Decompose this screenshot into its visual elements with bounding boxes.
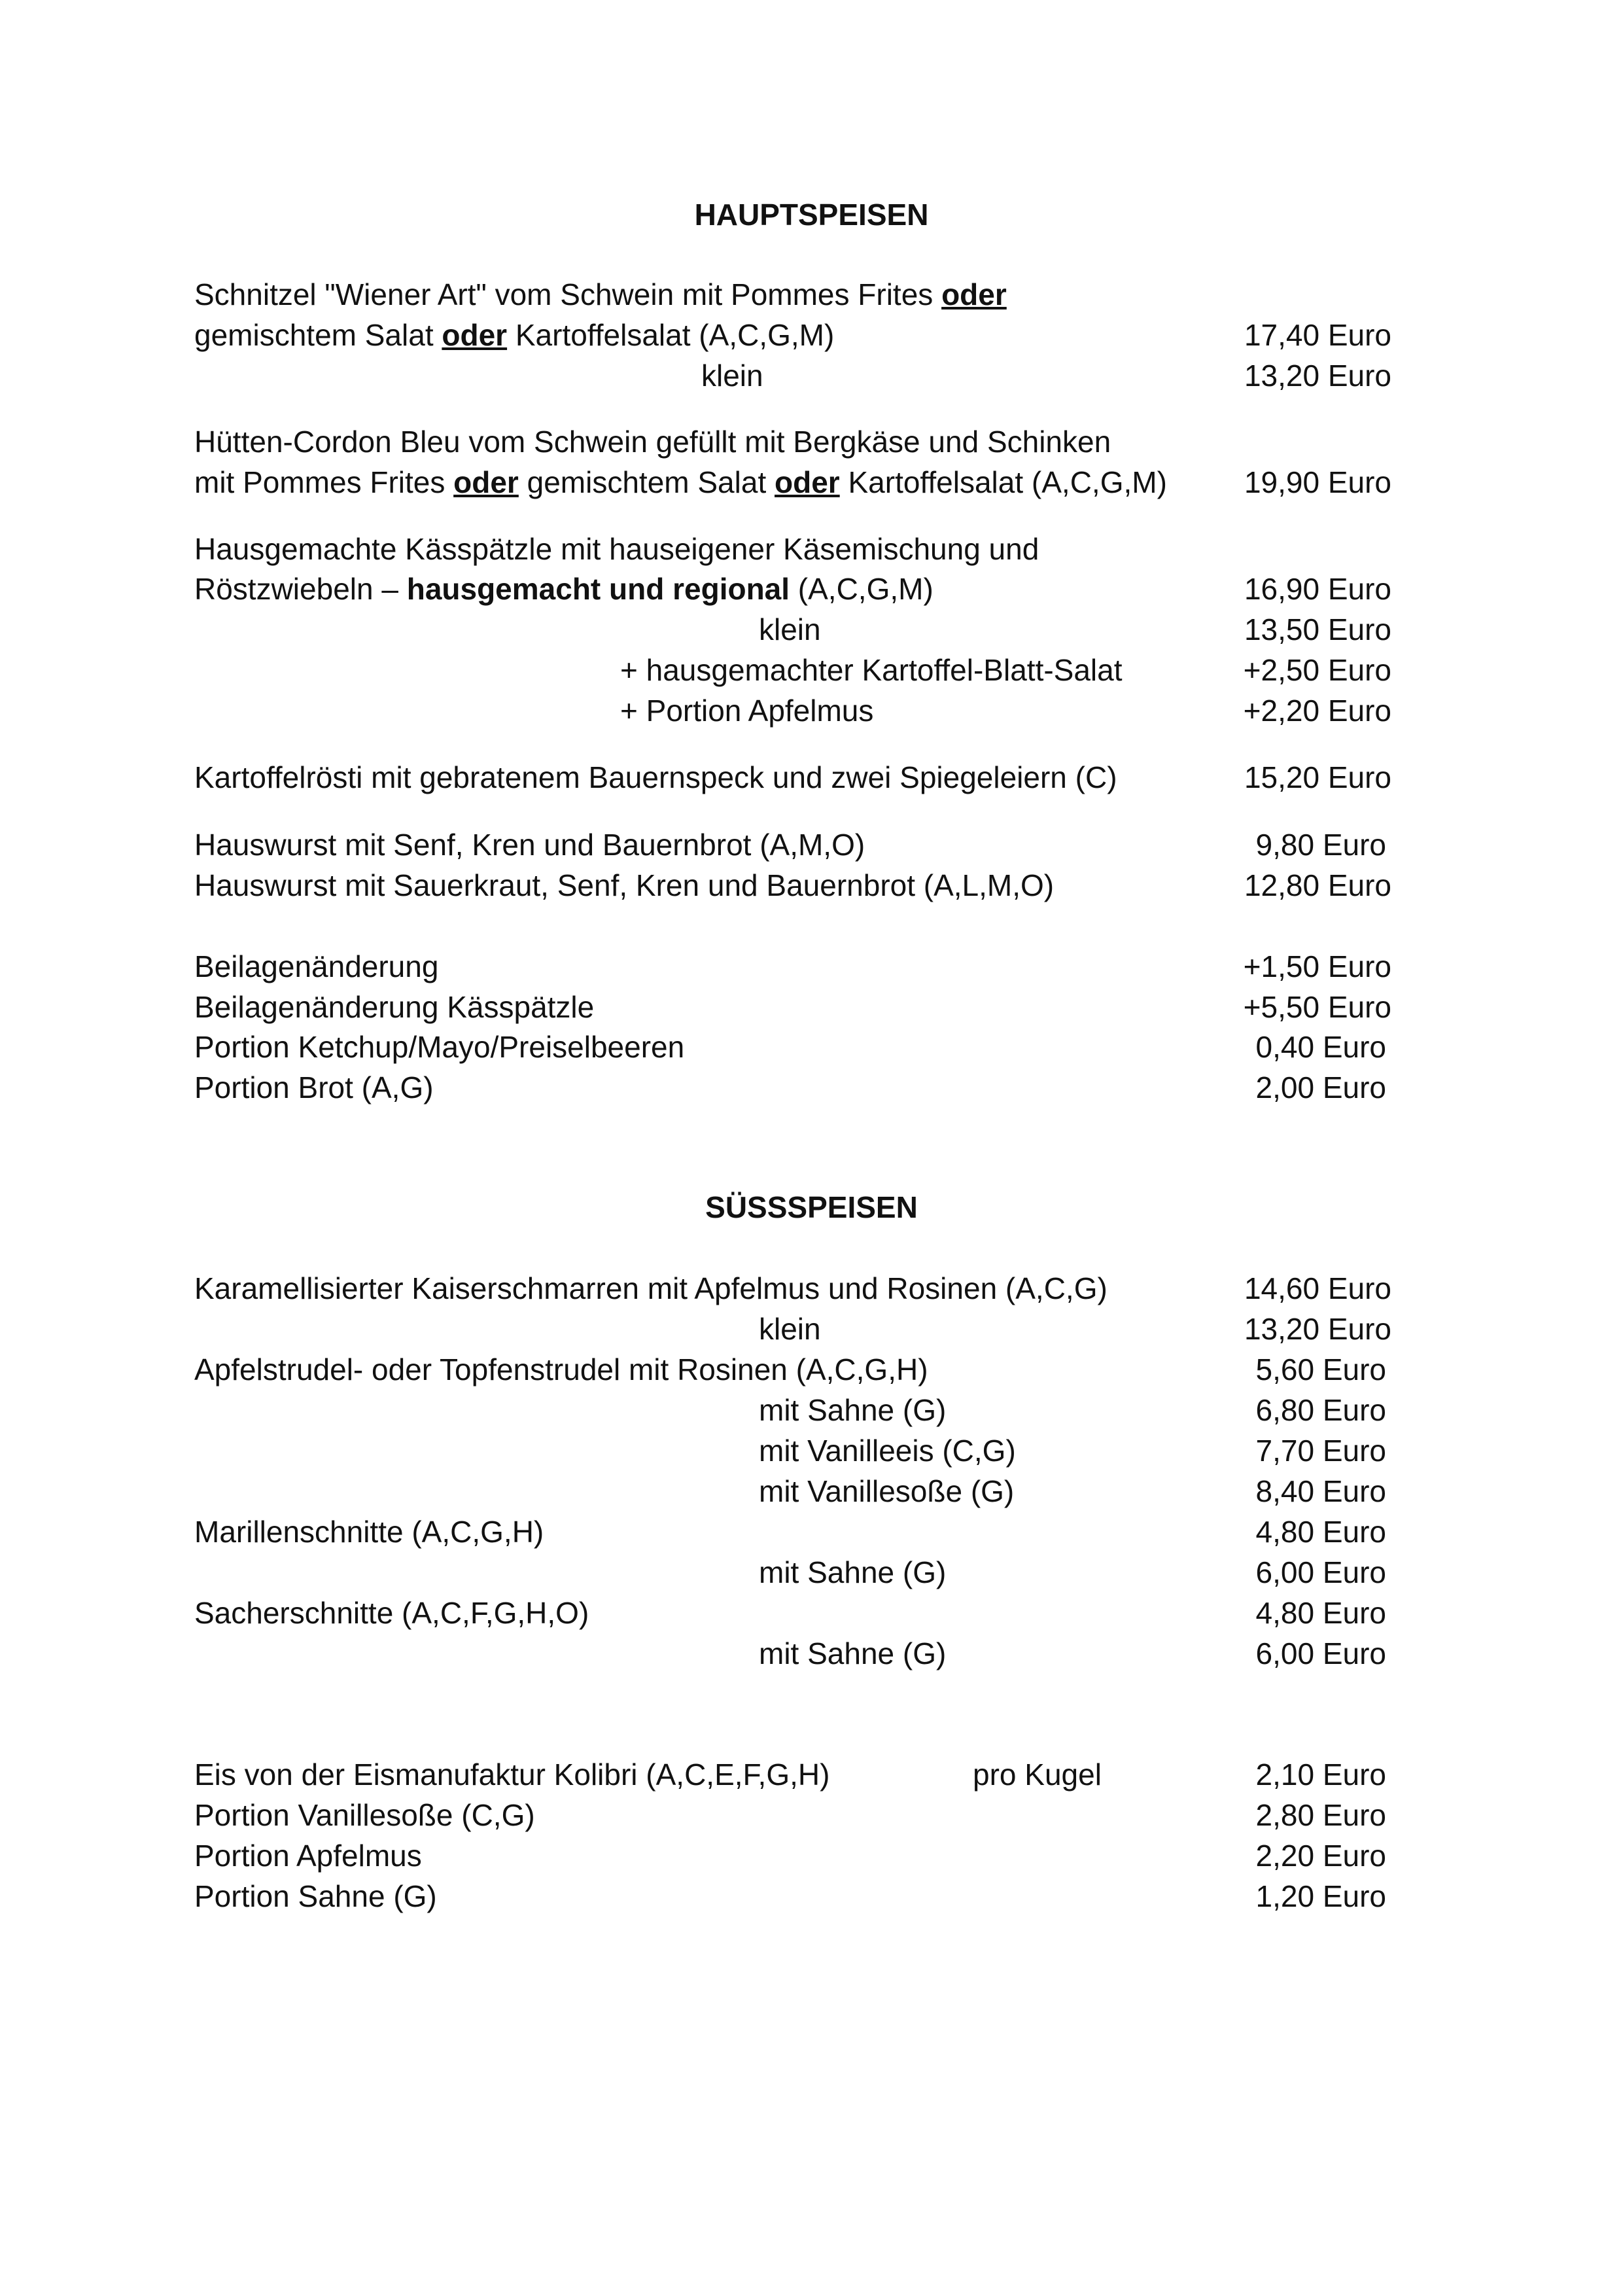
addon-kartoffel-blatt-salat: + hausgemachter Kartoffel-Blatt-Salat +2,50 Euro	[194, 650, 1391, 690]
emphasis-regional: hausgemacht und regional	[406, 572, 790, 606]
section-title-suessspeisen: SÜSSSPEISEN	[705, 1190, 918, 1224]
menu-item-kaiserschmarren: Karamellisierter Kaiserschmarren mit Apfelmus und Rosinen (A,C,G) 14,60 Euro	[194, 1268, 1391, 1309]
price: +2,20 Euro	[1243, 694, 1391, 728]
strudel-mit-vanillesosse: mit Vanillesoße (G) 8,40 Euro	[194, 1471, 1391, 1511]
menu-item-sacherschnitte: Sacherschnitte (A,C,F,G,H,O) 4,80 Euro	[194, 1593, 1391, 1633]
price: 2,20 Euro	[1255, 1839, 1386, 1873]
price: 4,80 Euro	[1255, 1596, 1386, 1630]
menu-item-kaiserschmarren-klein	[194, 1309, 1391, 1349]
menu-item-roesti: Kartoffelrösti mit gebratenem Bauernspeck und zwei Spiegeleiern (C) 15,20 Euro	[194, 757, 1391, 798]
price: 0,40 Euro	[1255, 1030, 1386, 1064]
menu-item-kaesspaetzle-klein	[194, 609, 1391, 650]
portion-vanillesosse: Portion Vanillesoße (C,G) 2,80 Euro	[194, 1795, 1391, 1835]
price: 6,00 Euro	[1255, 1555, 1386, 1589]
price: 8,40 Euro	[1255, 1474, 1386, 1508]
price: 1,20 Euro	[1255, 1879, 1386, 1913]
price: 2,00 Euro	[1255, 1070, 1386, 1104]
size-label: klein	[701, 359, 763, 393]
price: 7,70 Euro	[1255, 1434, 1386, 1468]
price: 2,80 Euro	[1255, 1798, 1386, 1832]
portion-apfelmus: Portion Apfelmus 2,20 Euro	[194, 1835, 1391, 1876]
portion-sahne: Portion Sahne (G) 1,20 Euro	[194, 1876, 1391, 1916]
price: 5,60 Euro	[1255, 1352, 1386, 1386]
menu-item-strudel: Apfelstrudel- oder Topfenstrudel mit Rosinen (A,C,G,H) 5,60 Euro	[194, 1349, 1391, 1390]
menu-item-marillenschnitte: Marillenschnitte (A,C,G,H) 4,80 Euro	[194, 1511, 1391, 1552]
price: 16,90 Euro	[1244, 572, 1391, 606]
price: +2,50 Euro	[1243, 653, 1391, 687]
price: 13,20 Euro	[1244, 359, 1391, 393]
strudel-mit-vanilleeis: mit Vanilleeis (C,G) 7,70 Euro	[194, 1430, 1391, 1471]
strudel-mit-sahne: mit Sahne (G) 6,80 Euro	[194, 1390, 1391, 1430]
addon-apfelmus: + Portion Apfelmus +2,20 Euro	[194, 690, 1391, 731]
price: +1,50 Euro	[1243, 949, 1391, 983]
extra-beilagenaenderung-kaesspaetzle: Beilagenänderung Kässpätzle +5,50 Euro	[194, 987, 1391, 1027]
price: 2,10 Euro	[1255, 1757, 1386, 1792]
menu-item-schnitzel-klein	[194, 355, 1391, 396]
price: 6,80 Euro	[1255, 1393, 1386, 1427]
price: 13,20 Euro	[1244, 1312, 1391, 1346]
extra-brot: Portion Brot (A,G) 2,00 Euro	[194, 1067, 1391, 1108]
price: +5,50 Euro	[1243, 990, 1391, 1024]
price: 17,40 Euro	[1244, 318, 1391, 352]
price: 4,80 Euro	[1255, 1515, 1386, 1549]
emphasis-oder: oder	[941, 277, 1007, 311]
menu-item-eis-kolibri: Eis von der Eismanufaktur Kolibri (A,C,E,F,G,H) pro Kugel 2,10 Euro	[194, 1754, 1391, 1795]
price: 15,20 Euro	[1244, 760, 1391, 794]
price: 14,60 Euro	[1244, 1271, 1391, 1305]
extra-ketchup-mayo: Portion Ketchup/Mayo/Preiselbeeren 0,40 Euro	[194, 1027, 1391, 1067]
price: 9,80 Euro	[1255, 828, 1386, 862]
price: 6,00 Euro	[1255, 1636, 1386, 1670]
sacherschnitte-mit-sahne: mit Sahne (G) 6,00 Euro	[194, 1633, 1391, 1674]
emphasis-oder: oder	[453, 465, 519, 499]
menu-item-kaesspaetzle-line2: Röstzwiebeln – hausgemacht und regional (A,C,G,M) 16,90 Euro	[194, 569, 1391, 609]
section-title-hauptspeisen: HAUPTSPEISEN	[694, 198, 929, 232]
marillenschnitte-mit-sahne: mit Sahne (G) 6,00 Euro	[194, 1552, 1391, 1593]
price: 12,80 Euro	[1244, 868, 1391, 902]
menu-item-kaesspaetzle-line1: Hausgemachte Kässpätzle mit hauseigener Käsemischung und	[194, 532, 1039, 566]
size-label: klein	[759, 1312, 821, 1346]
menu-item-schnitzel-line2: gemischtem Salat oder Kartoffelsalat (A,C,G,M) 17,40 Euro	[194, 315, 1391, 355]
menu-item-hauswurst-sauerkraut: Hauswurst mit Sauerkraut, Senf, Kren und Bauernbrot (A,L,M,O) 12,80 Euro	[194, 865, 1391, 906]
unit-label: pro Kugel	[973, 1757, 1102, 1792]
extra-beilagenaenderung: Beilagenänderung +1,50 Euro	[194, 946, 1391, 987]
menu-item-cordon-line2: mit Pommes Frites oder gemischtem Salat oder Kartoffelsalat (A,C,G,M) 19,90 Euro	[194, 462, 1391, 503]
menu-item-cordon-line1: Hütten-Cordon Bleu vom Schwein gefüllt mit Bergkäse und Schinken	[194, 425, 1111, 459]
menu-item-schnitzel-line1: Schnitzel "Wiener Art" vom Schwein mit Pommes Frites oder	[194, 277, 1007, 311]
price: 13,50 Euro	[1244, 612, 1391, 646]
emphasis-oder: oder	[442, 318, 508, 352]
size-label: klein	[759, 612, 821, 646]
emphasis-oder: oder	[775, 465, 840, 499]
price: 19,90 Euro	[1244, 465, 1391, 499]
menu-item-hauswurst: Hauswurst mit Senf, Kren und Bauernbrot (A,M,O) 9,80 Euro	[194, 824, 1391, 865]
